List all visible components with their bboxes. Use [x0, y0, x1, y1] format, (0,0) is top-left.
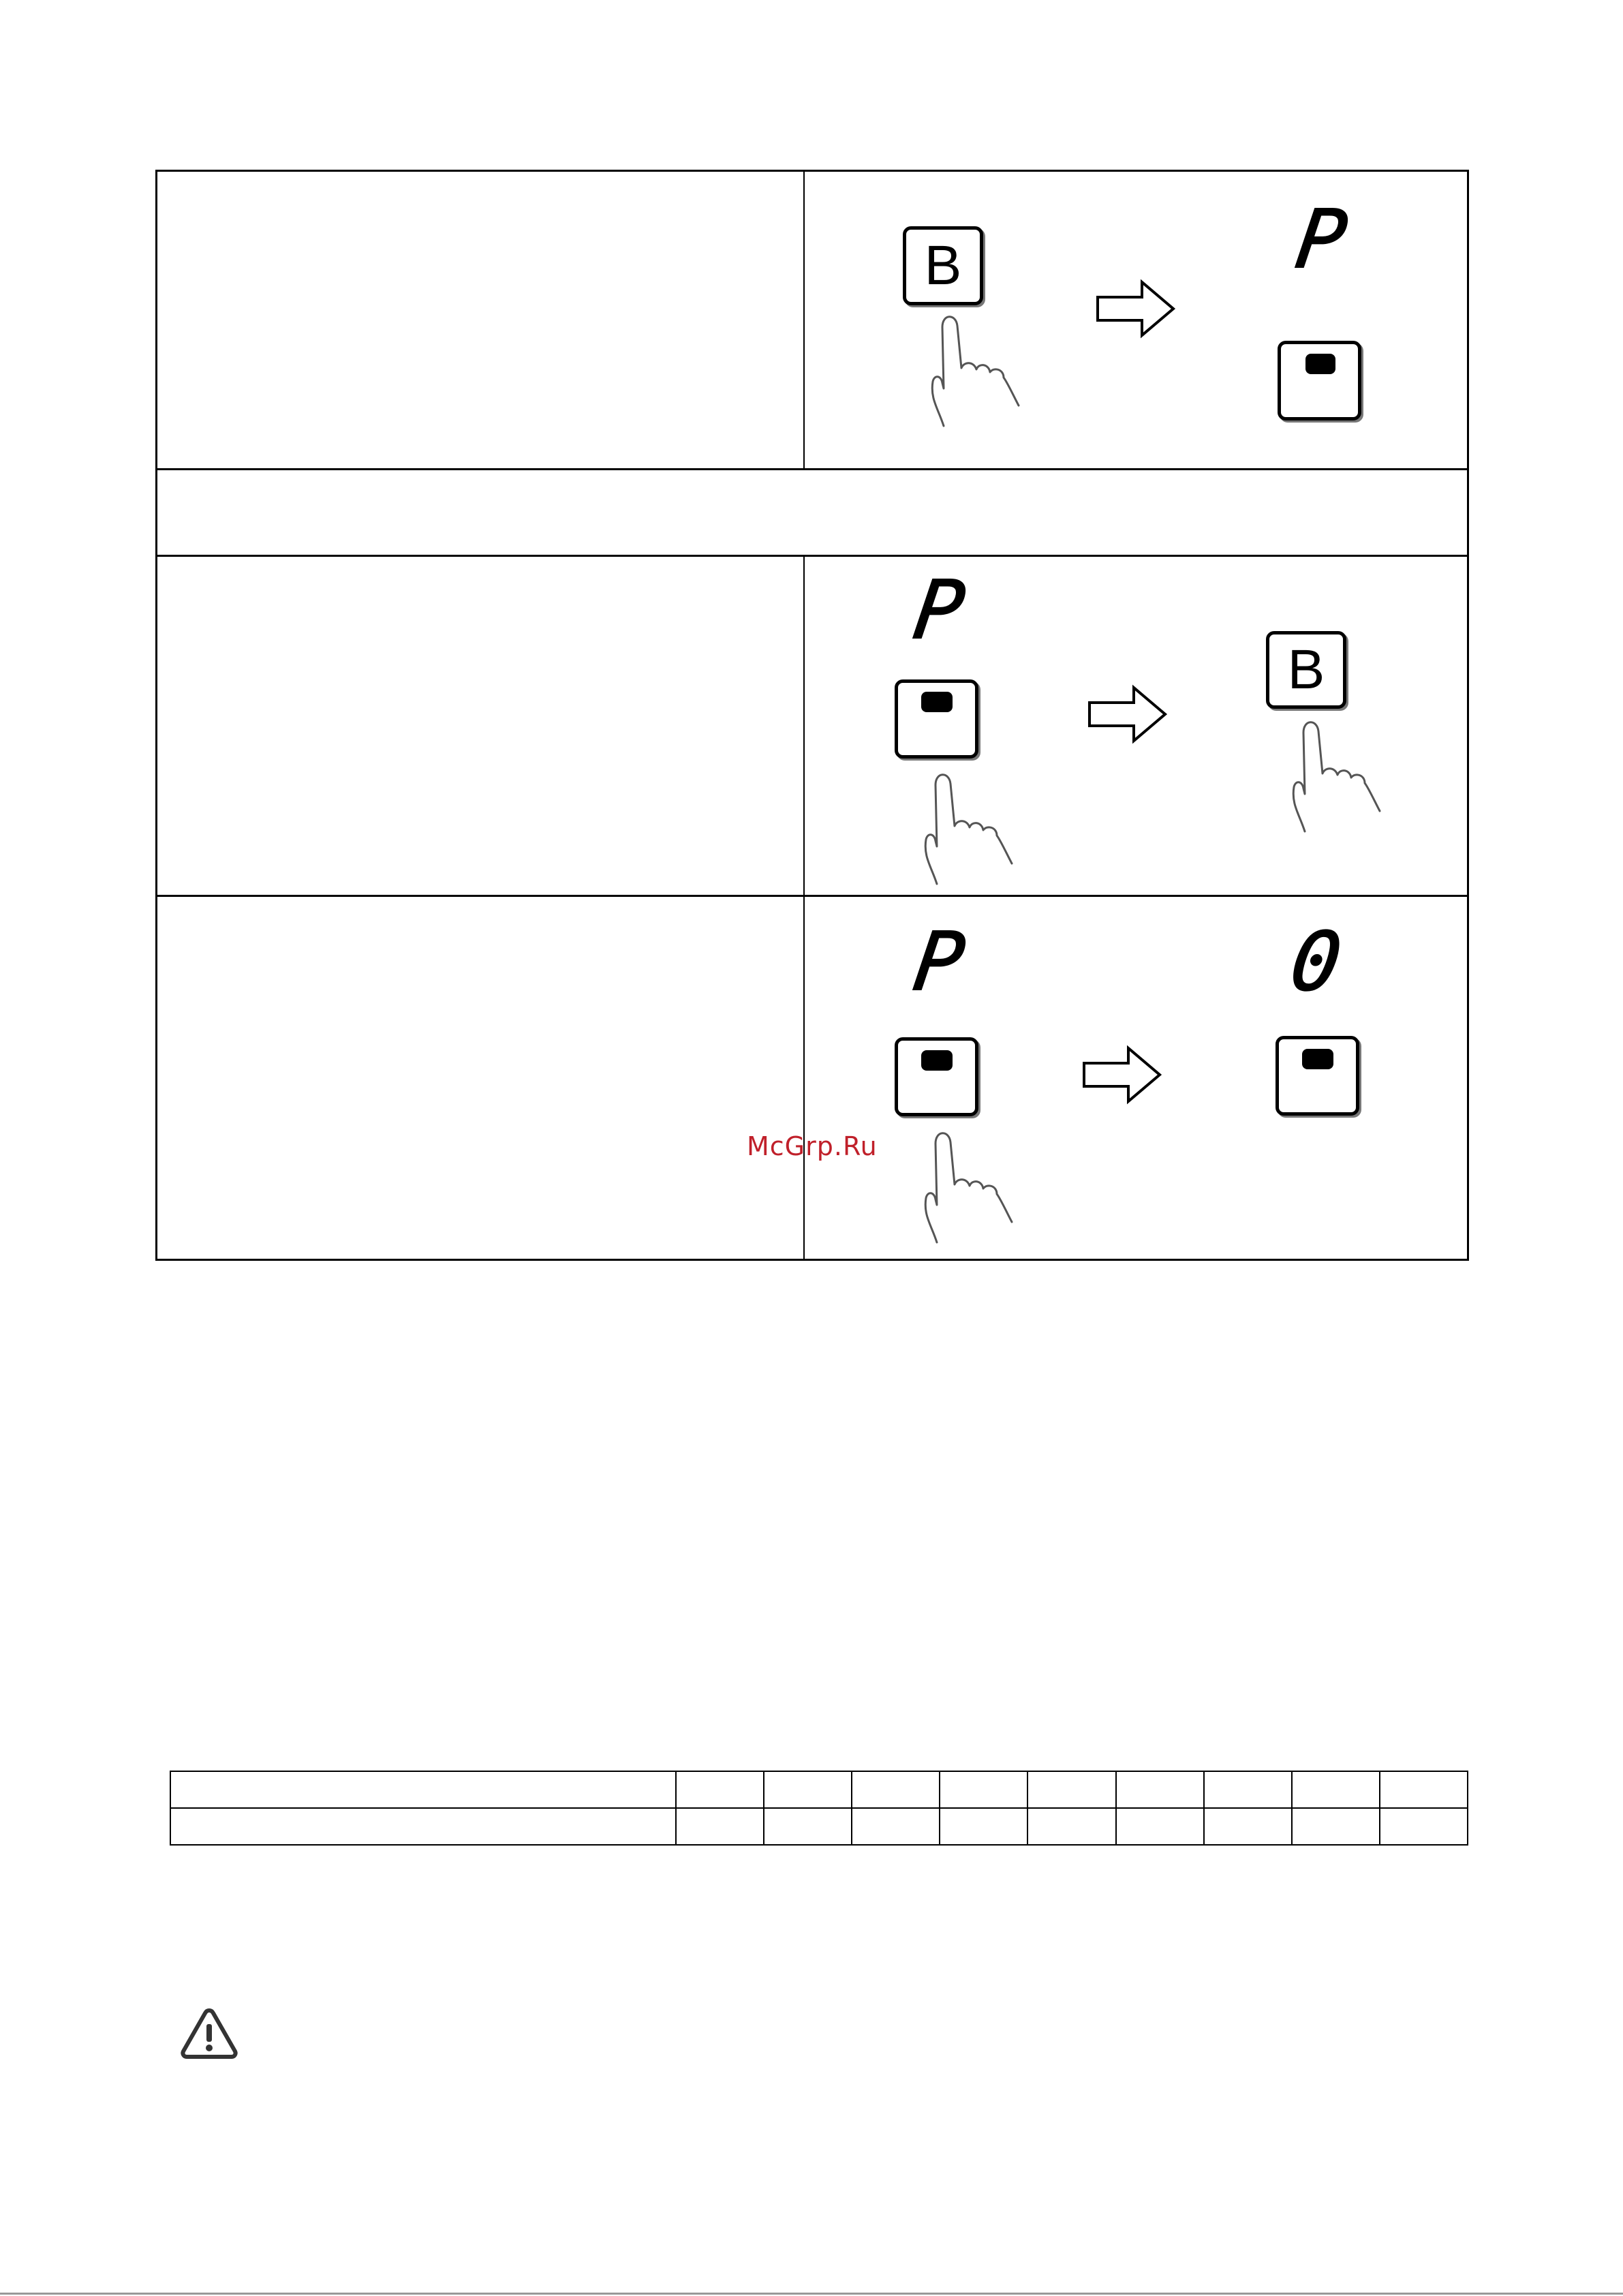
seven-segment-display: P — [1290, 192, 1352, 286]
key-indicator — [1302, 1049, 1333, 1069]
row-divider-1 — [155, 468, 1469, 470]
seven-segment-display: P — [908, 915, 970, 1009]
key-indicator — [921, 692, 953, 712]
pointing-finger-icon — [1284, 712, 1393, 835]
right-arrow-icon — [1096, 279, 1176, 338]
key-indicator — [1305, 354, 1335, 374]
column-divider-a — [803, 170, 805, 470]
small-table-column-divider — [675, 1771, 677, 1846]
small-table-top — [170, 1771, 1468, 1772]
blank-key-button — [1276, 1036, 1359, 1116]
pointing-finger-icon — [916, 1123, 1025, 1246]
warning-triangle-icon — [179, 2006, 239, 2061]
seven-segment-display: 0 — [1285, 915, 1347, 1009]
small-table-mid — [170, 1807, 1468, 1809]
small-table-column-divider — [1027, 1771, 1028, 1846]
small-table-column-divider — [1115, 1771, 1117, 1846]
row-divider-2 — [155, 555, 1469, 557]
small-table-column-divider — [1291, 1771, 1293, 1846]
small-table-column-divider — [1203, 1771, 1205, 1846]
small-table-right — [1467, 1771, 1468, 1846]
watermark-text: McGrp.Ru — [747, 1131, 878, 1161]
seven-segment-display: P — [908, 563, 970, 657]
small-table-column-divider — [939, 1771, 940, 1846]
table-border-left — [155, 170, 157, 1261]
blank-key-button — [895, 1037, 978, 1116]
small-table-column-divider — [763, 1771, 764, 1846]
blank-key-button — [1278, 341, 1361, 420]
right-arrow-icon — [1082, 1045, 1162, 1104]
small-table-column-divider — [851, 1771, 852, 1846]
blank-key-button — [895, 679, 978, 759]
page-bottom-rule — [0, 2293, 1623, 2295]
key-indicator — [921, 1050, 953, 1071]
table-border-bottom — [155, 1259, 1469, 1261]
small-table-left — [170, 1771, 171, 1846]
row-divider-3 — [155, 895, 1469, 897]
key-b-button: B — [903, 226, 983, 305]
right-arrow-icon — [1087, 685, 1168, 744]
table-border-right — [1467, 170, 1469, 1261]
pointing-finger-icon — [916, 765, 1025, 887]
table-border-top — [155, 170, 1469, 172]
key-b-button: B — [1266, 631, 1346, 709]
pointing-finger-icon — [923, 307, 1032, 429]
small-table-column-divider — [1379, 1771, 1380, 1846]
small-table-bottom — [170, 1844, 1468, 1846]
